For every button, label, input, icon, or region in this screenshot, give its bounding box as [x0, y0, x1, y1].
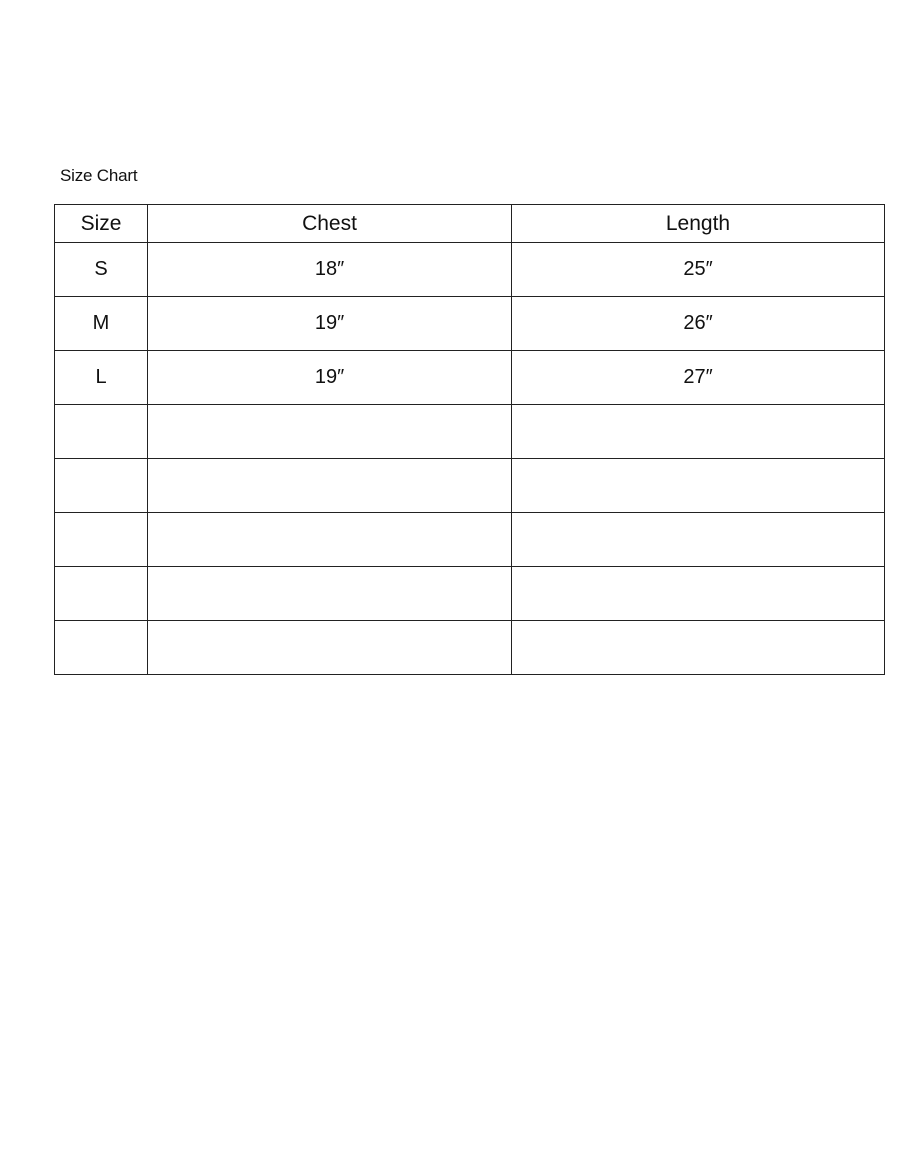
- size-cell: [55, 459, 148, 513]
- table-row: [55, 243, 885, 297]
- header-chest: Chest: [148, 205, 512, 243]
- size-cell: [55, 405, 148, 459]
- chest-cell: [148, 459, 512, 513]
- chest-cell: 18″: [148, 243, 512, 297]
- chest-cell: 19″: [148, 297, 512, 351]
- chest-cell: [148, 621, 512, 675]
- size-cell: [55, 567, 148, 621]
- chest-cell: [148, 513, 512, 567]
- table-row: [55, 567, 885, 621]
- length-cell: 25″: [512, 243, 885, 297]
- length-cell: [512, 621, 885, 675]
- table-row: [55, 621, 885, 675]
- length-cell: 27″: [512, 351, 885, 405]
- chest-cell: [148, 567, 512, 621]
- header-length: Length: [512, 205, 885, 243]
- table-row: [55, 297, 885, 351]
- table-row: [55, 405, 885, 459]
- size-cell: M: [55, 297, 148, 351]
- size-cell: [55, 513, 148, 567]
- chest-cell: 19″: [148, 351, 512, 405]
- length-cell: [512, 405, 885, 459]
- table-header-row: [55, 205, 885, 243]
- chest-cell: [148, 405, 512, 459]
- size-cell: L: [55, 351, 148, 405]
- length-cell: [512, 567, 885, 621]
- length-cell: [512, 513, 885, 567]
- size-cell: S: [55, 243, 148, 297]
- table-row: [55, 459, 885, 513]
- length-cell: [512, 459, 885, 513]
- page-title: Size Chart: [60, 166, 138, 185]
- header-size: Size: [55, 205, 148, 243]
- size-cell: [55, 621, 148, 675]
- length-cell: 26″: [512, 297, 885, 351]
- size-chart-table: [54, 204, 885, 675]
- table-row: [55, 351, 885, 405]
- table-row: [55, 513, 885, 567]
